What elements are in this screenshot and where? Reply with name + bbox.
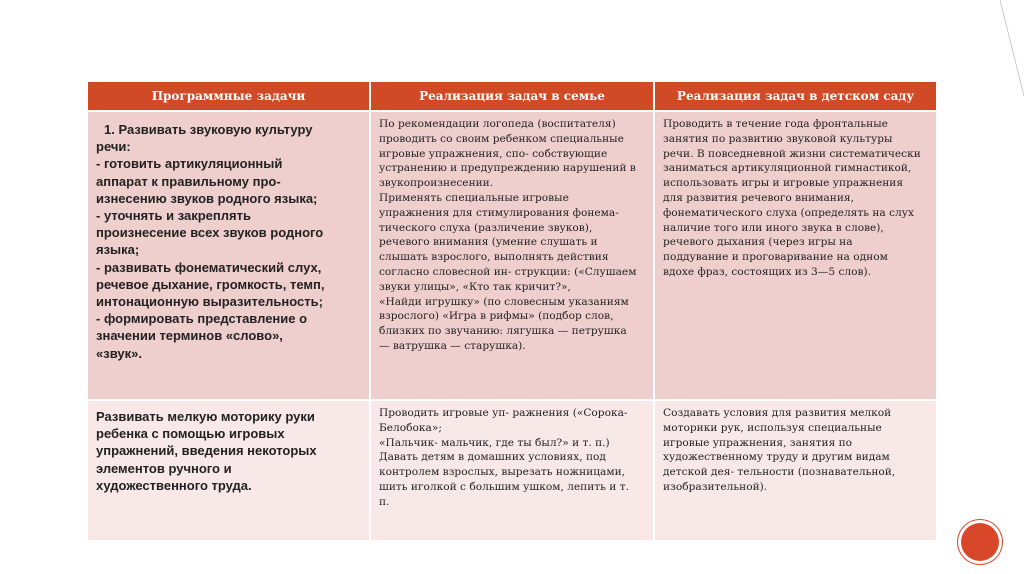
text-line: близких по звучанию: лягушка — петрушка xyxy=(379,325,627,338)
text-line: Развивать мелкую моторику руки xyxy=(96,409,315,424)
text-line: 1. Развивать звуковую культуру xyxy=(104,122,313,137)
text-line: игровые упражнения, спо- собствующие xyxy=(379,147,608,160)
text-line: речи: xyxy=(96,139,131,155)
text-line: речевое дыхание, громкость, темп, xyxy=(96,276,325,292)
text-line: интонационную выразительность; xyxy=(96,294,323,310)
text-line: По рекомендации логопеда (воспитателя) xyxy=(379,118,616,130)
text-line: звуки улицы», «Кто так кричит?», xyxy=(379,280,571,293)
task-cell xyxy=(88,400,370,541)
text-line: языка; xyxy=(96,242,140,258)
text-line: - развивать фонематический слух, xyxy=(96,259,322,275)
text-line: Проводить игровые уп- ражнения («Сорока- xyxy=(379,407,628,419)
text-line: проводить со своим ребенком специальные xyxy=(379,132,624,145)
text-line: значении терминов «слово», xyxy=(96,328,283,344)
text-line: звукопроизнесении. xyxy=(379,177,494,190)
text-line: использовать игры и игровые упражнения xyxy=(663,177,904,190)
text-line: контролем взрослых, вырезать ножницами, xyxy=(379,466,626,479)
text-line: художественному труду и другим видам xyxy=(663,451,890,464)
text-line: — ватрушка — старушка). xyxy=(379,339,526,352)
text-line: речевого внимания (умение слушать и xyxy=(379,236,598,249)
table-header-row xyxy=(88,82,936,111)
task-cell xyxy=(88,111,370,400)
text-line: - формировать представление о xyxy=(96,311,308,327)
kindergarten-cell xyxy=(654,111,936,400)
text-line: изобразительной). xyxy=(663,480,768,493)
text-line: п. xyxy=(379,495,390,508)
table-row xyxy=(88,400,936,541)
text-line: поддувание и проговаривание на одном xyxy=(663,251,888,264)
text-line: игровые упражнения, занятия по xyxy=(663,436,853,449)
text-line: аппарат к правильному про- xyxy=(96,173,281,189)
header-kindergarten-implementation: Реализация задач в детском саду xyxy=(654,82,936,111)
text-line: «Пальчик- мальчик, где ты был?» и т. п.) xyxy=(379,436,610,449)
text-line: устранению и предупреждению нарушений в xyxy=(379,162,636,175)
text-line: упражнения для стимулирования фонема- xyxy=(379,206,619,219)
text-line: - готовить артикуляционный xyxy=(96,156,283,172)
decorative-corner-line xyxy=(1000,0,1024,100)
text-line: изнесению звуков родного языка; xyxy=(96,190,318,206)
text-line: речевого дыхания (через игры на xyxy=(663,236,853,249)
family-cell xyxy=(370,111,654,400)
header-family-implementation: Реализация задач в семье xyxy=(370,82,654,111)
text-line: для развития речевого внимания, xyxy=(663,191,854,204)
text-line: фонематического слуха (определять на слух xyxy=(663,206,914,219)
header-program-tasks: Программные задачи xyxy=(88,82,370,111)
text-line: Давать детям в домашних условиях, под xyxy=(379,451,606,464)
text-line: вдохе фраз, состоящих из 3—5 слов). xyxy=(663,265,871,278)
table-row xyxy=(88,111,936,400)
text-line: моторики рук, используя специальные xyxy=(663,421,882,434)
text-line: - уточнять и закреплять xyxy=(96,208,251,224)
text-line: слышать взрослого, выполнять действия xyxy=(379,251,609,264)
text-line: ребенка с помощью игровых xyxy=(96,426,285,442)
text-line: «звук». xyxy=(96,345,142,361)
text-line: «Найди игрушку» (по словесным указаниям xyxy=(379,295,629,308)
text-line: наличие того или иного звука в слове), xyxy=(663,221,884,234)
text-line: Создавать условия для развития мелкой xyxy=(663,407,892,419)
kindergarten-cell xyxy=(654,400,936,541)
text-line: произнесение всех звуков родного xyxy=(96,225,324,241)
text-line: шить иголкой с большим ушком, лепить и т. xyxy=(379,480,629,493)
tasks-table xyxy=(88,82,936,542)
text-line: элементов ручного и xyxy=(96,460,232,476)
text-line: Проводить в течение года фронтальные xyxy=(663,118,888,130)
text-line: взрослого) «Игра в рифмы» (подбор слов, xyxy=(379,310,614,323)
text-line: согласно словесной ин- струкции: («Слушаем xyxy=(379,265,637,278)
text-line: речи. В повседневной жизни систематически xyxy=(663,147,921,160)
text-line: Белобока»; xyxy=(379,421,442,434)
text-line: занятия по развитию звуковой культуры xyxy=(663,132,893,145)
text-line: художественного труда. xyxy=(96,477,252,493)
next-slide-button[interactable] xyxy=(961,523,999,561)
text-line: детской дея- тельности (познавательной, xyxy=(663,466,896,479)
text-line: заниматься артикуляционной гимнастикой, xyxy=(663,162,912,175)
text-line: упражнений, введения некоторых xyxy=(96,443,317,459)
text-line: тического слуха (различение звуков), xyxy=(379,221,593,234)
text-line: Применять специальные игровые xyxy=(379,191,569,204)
family-cell xyxy=(370,400,654,541)
